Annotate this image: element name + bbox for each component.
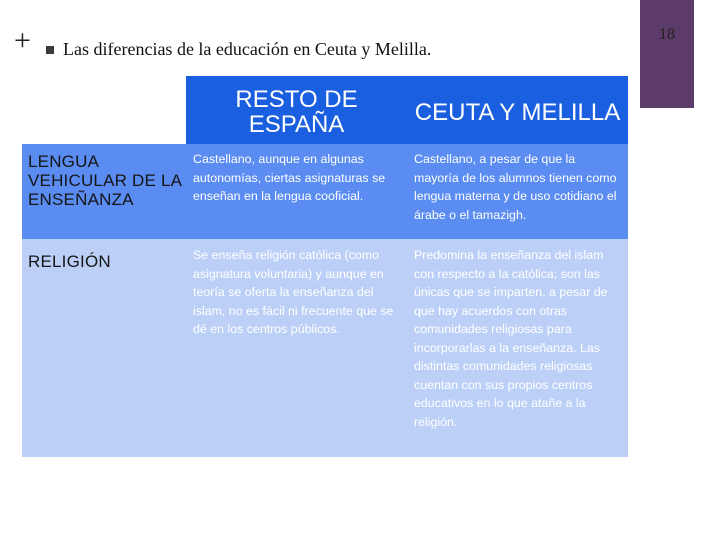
cell-ceuta-lengua: Castellano, a pesar de que la mayoría de los alumnos tienen como lengua materna y de uso cotidiano el árabe o el tamazigh. — [414, 152, 617, 222]
square-bullet-icon — [46, 46, 54, 54]
cell-ceuta-religion: Predomina la enseñanza del islam con respecto a la católica; son las únicas que se imparten, a pesar de que hay acuerdos con otras comunidades religiosas para incorporarlas a la enseñanza. Las distintas comunidades religiosas cuentan con sus propios centros educativos en lo que atañe a la religión. — [414, 248, 608, 429]
table-row — [22, 239, 628, 457]
slide-title-row — [46, 38, 431, 60]
accent-side-bar — [640, 0, 694, 108]
header-ceuta-y-melilla: CEUTA Y MELILLA — [414, 98, 621, 126]
cell-resto-lengua: Castellano, aunque en algunas autonomías, ciertas asignaturas se enseñan en la lengua cooficial. — [193, 152, 386, 203]
row-label-religion: RELIGIÓN — [28, 252, 111, 271]
table-row — [22, 144, 628, 239]
row-label-lengua-vehicular: LENGUA VEHICULAR DE LA ENSEÑANZA — [28, 152, 182, 209]
plus-icon: + — [14, 24, 31, 57]
comparison-table — [22, 76, 628, 457]
cell-resto-religion: Se enseña religión católica (como asignatura voluntaria) y aunque en teoría se oferta la enseñanza del islam, no es fácil ni frecuente que se dé en los centros públicos. — [193, 248, 394, 336]
page-number: 18 — [659, 26, 675, 43]
slide-title: Las diferencias de la educación en Ceuta y Melilla. — [63, 38, 432, 59]
table-header-row — [186, 76, 628, 144]
header-resto-de-espana: RESTO DE ESPAÑA — [235, 86, 358, 138]
